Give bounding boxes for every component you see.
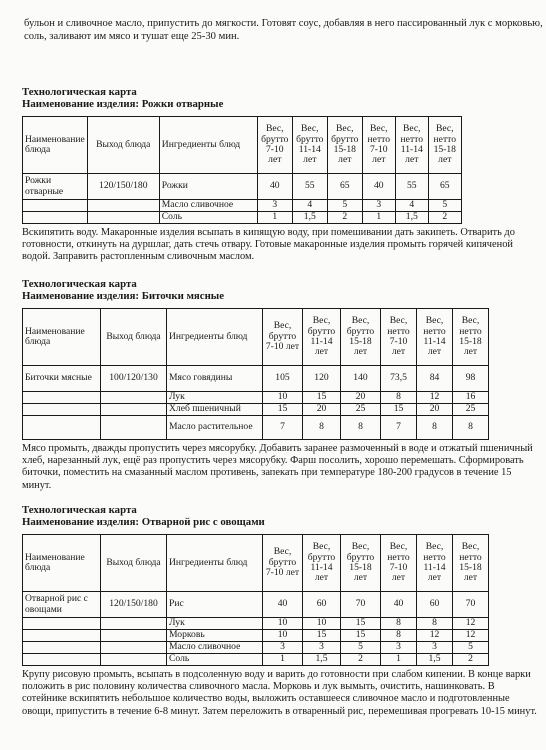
header-cell: Вес, брутто 15-18 лет [341, 309, 381, 366]
header-cell: Вес, нетто 11-14 лет [417, 309, 453, 366]
value-cell: 5 [428, 200, 461, 212]
value-cell: 10 [303, 618, 341, 630]
header-cell: Выход блюда [87, 117, 159, 174]
ingredient-cell: Лук [167, 392, 263, 404]
header-cell: Вес, нетто 11-14 лет [417, 535, 453, 592]
section-name: Наименование изделия: Рожки отварные [22, 98, 224, 110]
value-cell: 10 [263, 630, 303, 642]
ingredient-cell: Соль [167, 654, 263, 666]
value-cell: 25 [341, 404, 381, 416]
value-cell: 8 [303, 416, 341, 440]
value-cell: 60 [303, 592, 341, 618]
value-cell: 3 [303, 642, 341, 654]
header-cell: Вес, нетто 7-10 лет [381, 309, 417, 366]
value-cell: 40 [381, 592, 417, 618]
section-instructions: Крупу рисовую промыть, всыпать в подсоленную воду и варить до готовности при слабом кипении. В конце варки положить в рис половину количества сливочного масла. Морковь и лук вымыть, очистить, нашинковать. В сотейнике вскипятить небольшое количество воды, выложить оставшееся сливочное масло и подготовленные овощи, припустить в течение 6-8 минут. Затем переложить в отваренный рис, перемешивая прогревать 10-15 минут. [22, 669, 537, 717]
value-cell: 8 [417, 416, 453, 440]
header-cell: Наименование блюда [23, 535, 101, 592]
value-cell: 2 [453, 654, 489, 666]
value-cell: 1,5 [417, 654, 453, 666]
value-cell: 2 [428, 212, 461, 224]
value-cell: 4 [292, 200, 327, 212]
value-cell: 12 [453, 630, 489, 642]
ingredient-cell: Хлеб пшеничный [167, 404, 263, 416]
value-cell: 8 [381, 630, 417, 642]
ingredient-cell: Масло сливочное [167, 642, 263, 654]
header-cell: Вес, брутто 11-14 лет [292, 117, 327, 174]
table-row [23, 366, 489, 392]
value-cell: 40 [362, 174, 395, 200]
value-cell: 12 [453, 618, 489, 630]
value-cell: 15 [303, 630, 341, 642]
value-cell: 5 [453, 642, 489, 654]
value-cell: 84 [417, 366, 453, 392]
ingredient-cell: Масло сливочное [159, 200, 257, 212]
table-row [23, 630, 489, 642]
header-cell: Выход блюда [101, 535, 167, 592]
value-cell: 70 [453, 592, 489, 618]
header-cell: Наименование блюда [23, 309, 101, 366]
header-cell: Ингредиенты блюд [167, 309, 263, 366]
value-cell: 1,5 [395, 212, 428, 224]
table-row [23, 618, 489, 630]
value-cell: 8 [417, 618, 453, 630]
value-cell: 12 [417, 630, 453, 642]
value-cell: 55 [292, 174, 327, 200]
header-cell: Вес, нетто 7-10 лет [362, 117, 395, 174]
dish-name-cell: Отварной рис с овощами [23, 592, 101, 618]
value-cell: 15 [341, 618, 381, 630]
header-cell: Вес, брутто 15-18 лет [341, 535, 381, 592]
value-cell: 10 [263, 392, 303, 404]
value-cell: 2 [327, 212, 362, 224]
header-cell: Вес, нетто 7-10 лет [381, 535, 417, 592]
value-cell: 8 [381, 392, 417, 404]
header-cell: Вес, нетто 11-14 лет [395, 117, 428, 174]
value-cell: 15 [263, 404, 303, 416]
table-header-row [23, 117, 462, 174]
section-name: Наименование изделия: Биточки мясные [22, 290, 225, 302]
header-cell: Ингредиенты блюд [167, 535, 263, 592]
value-cell: 8 [381, 618, 417, 630]
value-cell: 20 [303, 404, 341, 416]
header-cell: Выход блюда [101, 309, 167, 366]
intro-paragraph: бульон и сливочное масло, припустить до мягкости. Готовят соус, добавляя в него пассированный лук с морковью, соль, заливают им мясо и тушат еще 25-30 мин. [24, 18, 543, 42]
dish-name-cell: Биточки мясные [23, 366, 101, 392]
value-cell: 20 [341, 392, 381, 404]
section-title: Технологическая карта [22, 504, 137, 516]
value-cell: 1,5 [292, 212, 327, 224]
header-cell: Вес, брутто 11-14 лет [303, 535, 341, 592]
table-header-row [23, 535, 489, 592]
ingredient-cell: Рожки [159, 174, 257, 200]
value-cell: 7 [263, 416, 303, 440]
value-cell: 15 [381, 404, 417, 416]
table-header-row [23, 309, 489, 366]
table-row [23, 212, 462, 224]
header-cell: Вес, брутто 7-10 лет [257, 117, 292, 174]
value-cell: 1 [381, 654, 417, 666]
header-cell: Вес, брутто 7-10 лет [263, 535, 303, 592]
header-cell: Ингредиенты блюд [159, 117, 257, 174]
table-row [23, 592, 489, 618]
value-cell: 60 [417, 592, 453, 618]
section-ris [22, 504, 542, 718]
value-cell: 12 [417, 392, 453, 404]
value-cell: 40 [257, 174, 292, 200]
header-cell: Вес, нетто 15-18 лет [453, 309, 489, 366]
section-instructions: Мясо промыть, дважды пропустить через мясорубку. Добавить заранее размоченный в воде и отжатый пшеничный хлеб, нарезанный лук, ещё раз пропустить через мясорубку. Фарш посолить, хорошо перемешать. Сформировать биточки, поместить на смазанный маслом противень, запекать при температуре 180-200 градусов в течение 15 минут. [22, 443, 533, 491]
value-cell: 15 [341, 630, 381, 642]
value-cell: 2 [341, 654, 381, 666]
table-row [23, 174, 462, 200]
header-cell: Наименование блюда [23, 117, 88, 174]
header-cell: Вес, нетто 15-18 лет [453, 535, 489, 592]
value-cell: 3 [417, 642, 453, 654]
yield-cell: 120/150/180 [101, 592, 167, 618]
table-row [23, 404, 489, 416]
table-row [23, 392, 489, 404]
value-cell: 5 [341, 642, 381, 654]
value-cell: 3 [257, 200, 292, 212]
value-cell: 3 [381, 642, 417, 654]
tech-card-table [22, 308, 489, 440]
value-cell: 10 [263, 618, 303, 630]
value-cell: 65 [428, 174, 461, 200]
value-cell: 3 [263, 642, 303, 654]
section-rozhki [22, 86, 542, 264]
value-cell: 1 [263, 654, 303, 666]
ingredient-cell: Морковь [167, 630, 263, 642]
ingredient-cell: Лук [167, 618, 263, 630]
value-cell: 40 [263, 592, 303, 618]
table-row [23, 642, 489, 654]
section-name: Наименование изделия: Отварной рис с овощами [22, 516, 265, 528]
value-cell: 73,5 [381, 366, 417, 392]
header-cell: Вес, нетто 15-18 лет [428, 117, 461, 174]
table-row [23, 200, 462, 212]
value-cell: 1 [362, 212, 395, 224]
value-cell: 105 [263, 366, 303, 392]
value-cell: 16 [453, 392, 489, 404]
section-title: Технологическая карта [22, 86, 137, 98]
dish-name-cell: Рожки отварные [23, 174, 88, 200]
value-cell: 140 [341, 366, 381, 392]
value-cell: 3 [362, 200, 395, 212]
tech-card-table [22, 116, 462, 224]
value-cell: 20 [417, 404, 453, 416]
value-cell: 8 [341, 416, 381, 440]
value-cell: 65 [327, 174, 362, 200]
yield-cell: 100/120/130 [101, 366, 167, 392]
value-cell: 1 [257, 212, 292, 224]
value-cell: 120 [303, 366, 341, 392]
ingredient-cell: Масло растительное [167, 416, 263, 440]
value-cell: 25 [453, 404, 489, 416]
value-cell: 5 [327, 200, 362, 212]
value-cell: 70 [341, 592, 381, 618]
value-cell: 7 [381, 416, 417, 440]
value-cell: 55 [395, 174, 428, 200]
section-title: Технологическая карта [22, 278, 137, 290]
tech-card-table [22, 534, 489, 666]
table-row [23, 654, 489, 666]
ingredient-cell: Мясо говядины [167, 366, 263, 392]
section-instructions: Вскипятить воду. Макаронные изделия всыпать в кипящую воду, при помешивании дать закипеть. Отварить до готовности, откинуть на дуршлаг, дать стечь отвару. Готовые макаронные изделия промыть горячей кипяченой водой. Заправить растопленным сливочным маслом. [22, 227, 515, 263]
value-cell: 8 [453, 416, 489, 440]
ingredient-cell: Соль [159, 212, 257, 224]
value-cell: 15 [303, 392, 341, 404]
value-cell: 4 [395, 200, 428, 212]
yield-cell: 120/150/180 [87, 174, 159, 200]
section-bitochki [22, 278, 542, 492]
value-cell: 98 [453, 366, 489, 392]
header-cell: Вес, брутто 11-14 лет [303, 309, 341, 366]
header-cell: Вес, брутто 15-18 лет [327, 117, 362, 174]
table-row [23, 416, 489, 440]
value-cell: 1,5 [303, 654, 341, 666]
ingredient-cell: Рис [167, 592, 263, 618]
header-cell: Вес, брутто 7-10 лет [263, 309, 303, 366]
